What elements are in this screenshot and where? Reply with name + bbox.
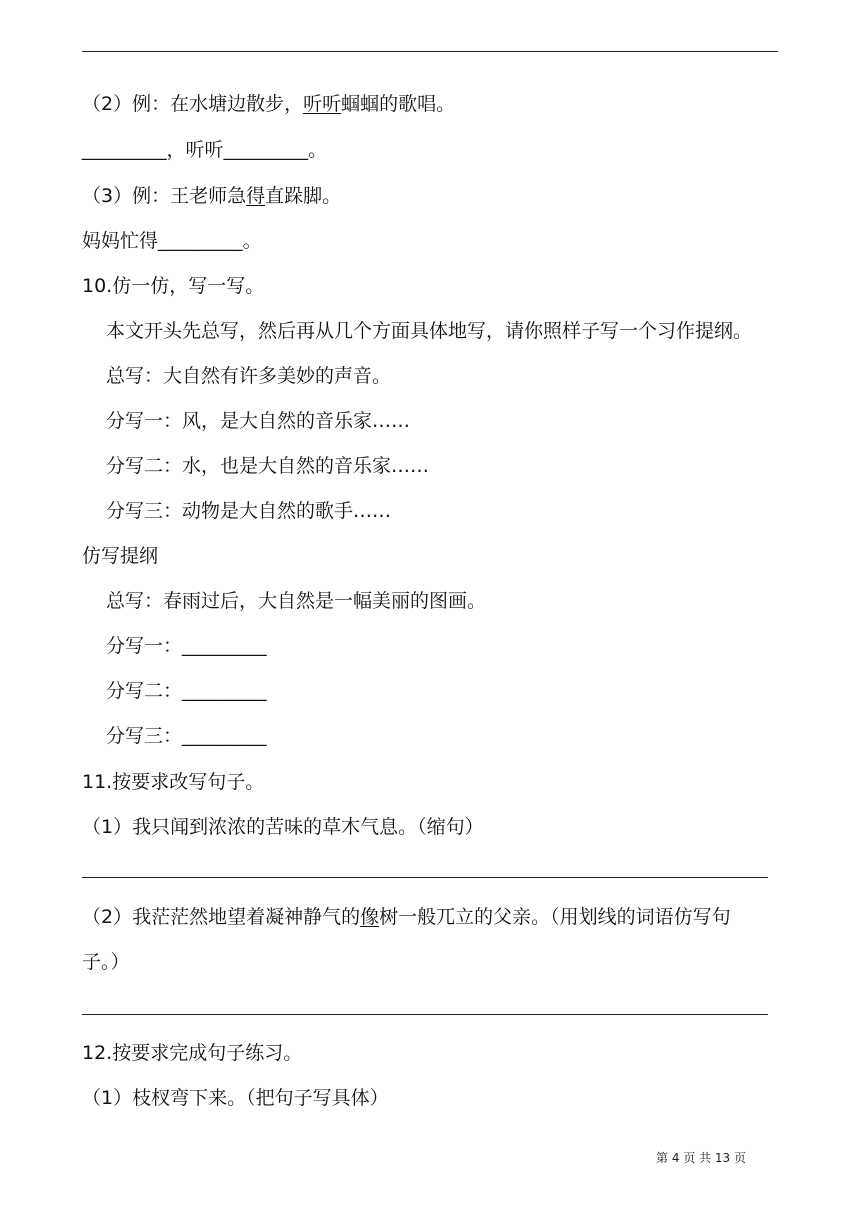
answer-line[interactable]: [82, 877, 768, 878]
q10-outline-part3: 分写三：________: [106, 725, 267, 747]
answer-blank[interactable]: ________: [182, 726, 267, 747]
q9-3-answer: 妈妈忙得________。: [82, 230, 262, 252]
q10-outline-summary: 总写：春雨过后，大自然是一幅美丽的图画。: [106, 590, 487, 612]
answer-blank[interactable]: ________: [82, 140, 167, 161]
q11-item1: （1）我只闻到浓浓的苦味的草木气息。（缩句）: [82, 816, 484, 838]
q9-3-example: （3）例：王老师急得直跺脚。: [82, 185, 342, 207]
q10-outline-part1: 分写一：________: [106, 635, 267, 657]
underlined-word: 像: [360, 906, 380, 928]
q10-part3: 分写三：动物是大自然的歌手……: [106, 500, 392, 522]
answer-line[interactable]: [82, 1014, 768, 1015]
q11-title: 11.按要求改写句子。: [82, 771, 265, 793]
q10-title: 10.仿一仿，写一写。: [82, 275, 265, 297]
answer-blank[interactable]: ________: [223, 140, 309, 161]
q9-2-answer: ________，听听________。: [82, 139, 328, 161]
underlined-word: 听听: [303, 93, 342, 115]
q9-2-example: （2）例：在水塘边散步，听听蝈蝈的歌唱。: [82, 93, 456, 115]
q11-item2-cont: 子。）: [82, 951, 130, 973]
q10-outline-title: 仿写提纲: [82, 545, 159, 567]
answer-blank[interactable]: ________: [182, 681, 267, 702]
q11-item2: （2）我茫茫然地望着凝神静气的像树一般兀立的父亲。（用划线的词语仿写句: [82, 906, 731, 928]
answer-blank[interactable]: ________: [158, 231, 243, 252]
underlined-word: 得: [246, 185, 266, 207]
q10-outline-part2: 分写二：________: [106, 680, 267, 702]
q10-part2: 分写二：水，也是大自然的音乐家……: [106, 455, 430, 477]
q10-instruction: 本文开头先总写，然后再从几个方面具体地写，请你照样子写一个习作提纲。: [106, 320, 753, 342]
q12-title: 12.按要求完成句子练习。: [82, 1042, 303, 1064]
answer-blank[interactable]: ________: [182, 636, 267, 657]
q12-item1: （1）枝杈弯下来。（把句子写具体）: [82, 1087, 389, 1109]
header-rule: [82, 51, 778, 52]
q10-part1: 分写一：风，是大自然的音乐家……: [106, 410, 411, 432]
page-number: 第 4 页 共 13 页: [656, 1151, 746, 1165]
q10-summary: 总写：大自然有许多美妙的声音。: [106, 365, 392, 387]
